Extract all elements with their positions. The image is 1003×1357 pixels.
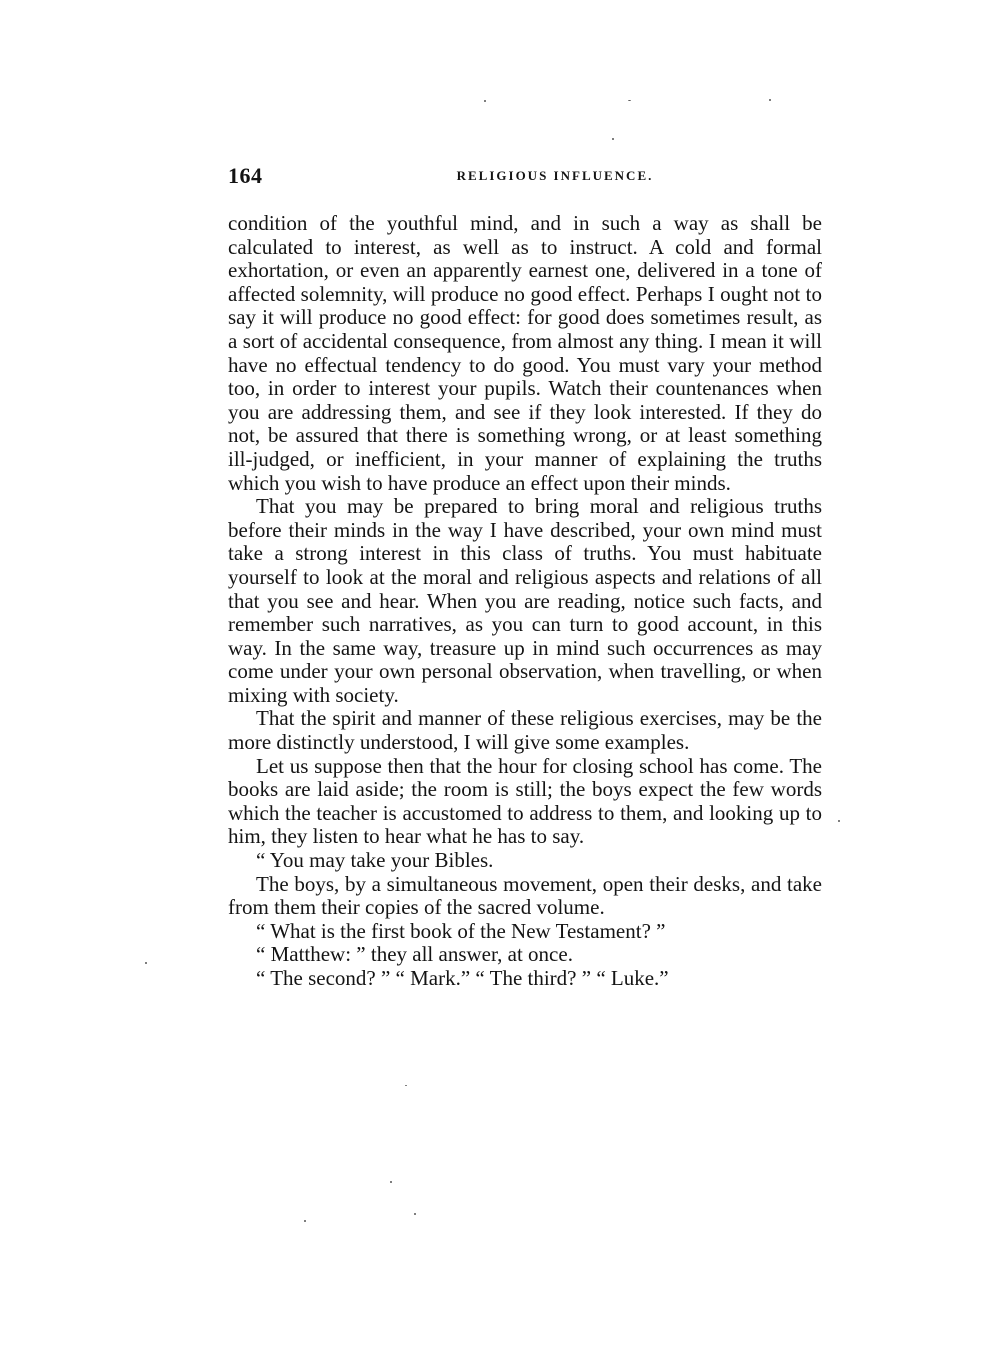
paragraph-open-desks: The boys, by a simultaneous movement, open their desks, and take from them their copies of the sacred volume.	[228, 871, 822, 920]
scan-speck	[838, 820, 840, 822]
page-number: 164	[228, 163, 263, 188]
dialogue-line-matthew: “ Matthew: ” they all answer, at once.	[256, 942, 573, 967]
scan-speck	[612, 138, 614, 140]
paragraph-closing-school: Let us suppose then that the hour for closing school has come. The books are laid aside; the room is still; the boys expect the few words which the teacher is accustomed to address to them, and looking up to him, they listen to hear what he has to say.	[228, 753, 822, 849]
page-header	[228, 163, 822, 193]
scan-speck	[145, 962, 147, 964]
running-head: RELIGIOUS INFLUENCE.	[456, 168, 654, 183]
scan-speck	[484, 100, 486, 102]
paragraph-preparation: That you may be prepared to bring moral and religious truths before their minds in the way I have described, your own mind must take a strong interest in this class of truths. You must habituate yourself to look at the moral and religious aspects and relations of all that you see and hear. When you are reading, notice such facts, and remember such narratives, as you can turn to good account, in this way. In the same way, treasure up in mind such occurrences as may come under your own personal observation, when travelling, or when mixing with society.	[228, 494, 822, 707]
dialogue-line-second-third: “ The second? ” “ Mark.” “ The third? ” “ Luke.”	[256, 966, 669, 990]
scan-speck	[769, 99, 771, 101]
dialogue-line-bibles: “ You may take your Bibles.	[256, 848, 494, 873]
scan-speck	[390, 1181, 392, 1183]
scan-speck	[304, 1220, 306, 1222]
dialogue-line-first-book: “ What is the first book of the New Testament? ”	[256, 918, 666, 943]
body-text	[228, 212, 822, 991]
scan-speck	[414, 1213, 416, 1215]
paragraph-examples-intro: That the spirit and manner of these religious exercises, may be the more distinctly understood, I will give some examples.	[228, 706, 822, 755]
paragraph-continuation: condition of the youthful mind, and in such a way as shall be calculated to interest, as well as to instruct. A cold and formal exhortation, or even an apparently earnest one, delivered in a tone of affected solemnity, will produce no good effect. Perhaps I ought not to say it will produce no good effect: for good does sometimes result, as a sort of accidental consequence, from almost any thing. I mean it will have no effectual tendency to do good. You must vary your method too, in order to interest your pupils. Watch their countenances when you are addressing them, and see if they look interested. If they do not, be assured that there is something wrong, or at least something ill-judged, or inefficient, in your manner of explaining the truths which you wish to have produce an effect upon their minds.	[228, 211, 822, 495]
scan-speck	[628, 100, 631, 101]
scan-speck	[405, 1085, 407, 1086]
